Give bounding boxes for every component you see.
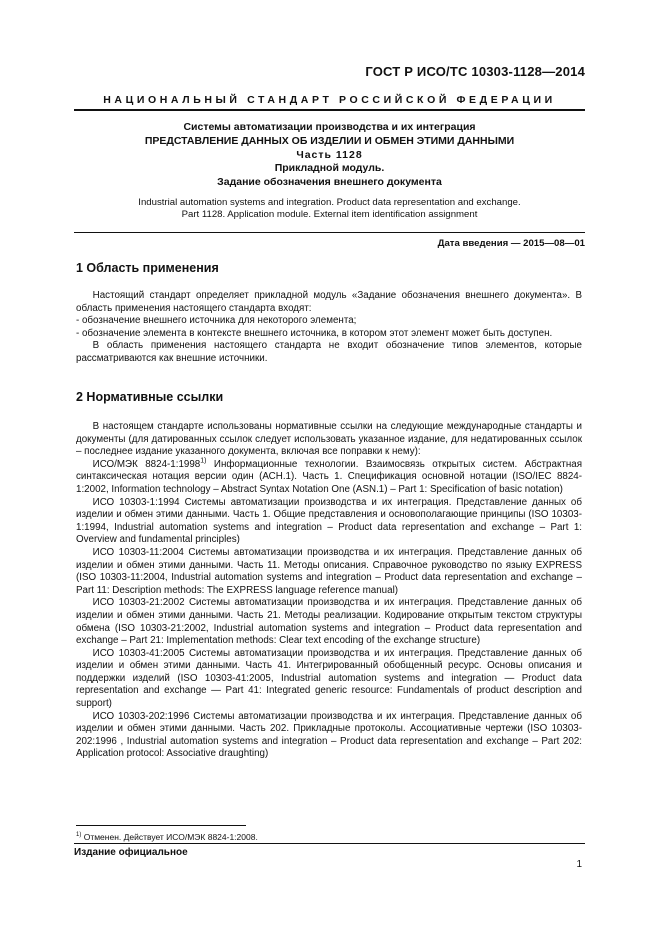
section-1-list-item: - обозначение элемента в контексте внешнего источника, в котором этот элемент может быть доступен. xyxy=(76,327,553,339)
footnote-mark: 1) xyxy=(76,832,82,839)
national-standard-heading: НАЦИОНАЛЬНЫЙ СТАНДАРТ РОССИЙСКОЙ ФЕДЕРАЦИИ xyxy=(103,94,556,106)
title-block-ru xyxy=(74,121,585,190)
page-number: 1 xyxy=(576,859,582,870)
section-1-paragraph: Настоящий стандарт определяет прикладной модуль «Задание обозначения внешнего документа». В область применения настоящего стандарта входят: xyxy=(76,290,582,314)
title-block-en xyxy=(74,197,585,221)
section-2-intro: В настоящем стандарте использованы нормативные ссылки на следующие международные стандарты и документы (для датированных ссылок следует использовать указанное издание, для недатированных ссылок – последнее издание указанного документа, включая все поправки к нему): xyxy=(76,421,582,458)
edition-label: Издание официальное xyxy=(74,847,188,858)
footnote-separator xyxy=(76,825,246,826)
reference-item: ИСО 10303-11:2004 Системы автоматизации производства и их интеграция. Представление данных об изделии и обмен этими данными. Часть 11. Методы описания. Справочное руководство по языку EXPRESS (ISO 10303-11:2004, Industrial automation systems and integration – Product data representation and exchange – Part 11: Description methods: The EXPRESS language reference manual) xyxy=(76,546,582,596)
title-en-line-1: Industrial automation systems and integration. Product data representation and exchange. xyxy=(138,197,521,208)
section-2-body xyxy=(76,421,582,761)
title-line-5: Задание обозначения внешнего документа xyxy=(217,176,442,189)
reference-text: Информационные технологии. Взаимосвязь открытых систем. Абстрактная синтаксическая нотация версии один (АСН.1). Часть 1. Спецификация основной нотации (ISO/IEC 8824-1:2002, Information technology – Abstract Syntax Notation One (ASN.1) – Part 1: Specification of basic notation) xyxy=(76,458,582,495)
reference-id: ИСО/МЭК 8824-1:1998 xyxy=(92,458,201,470)
header-rule xyxy=(74,109,585,111)
date-rule xyxy=(74,232,585,233)
section-1-heading: 1 Область применения xyxy=(76,261,219,275)
reference-item: ИСО 10303-202:1996 Системы автоматизации производства и их интеграция. Представление данных об изделии и обмен этими данными. Часть 202. Прикладные протоколы. Ассоциативные чертежи (ISO 10303-202:1996 , Industrial automation systems and integration – Product data representation and exchange – Part 202: Application protocol: Associative draughting) xyxy=(76,710,582,760)
section-2-heading: 2 Нормативные ссылки xyxy=(76,390,224,404)
footer-rule xyxy=(74,843,585,844)
section-1-list-item: - обозначение внешнего источника для некоторого элемента; xyxy=(76,315,357,327)
section-1-body xyxy=(76,290,582,366)
footnote-text: Отменен. Действует ИСО/МЭК 8824-1:2008. xyxy=(81,832,258,842)
title-en-line-2: Part 1128. Application module. External item identification assignment xyxy=(181,209,478,221)
reference-item: ИСО 10303-1:1994 Системы автоматизации производства и их интеграция. Представление данных об изделии и обмен этими данными. Часть 1. Общие представления и основополагающие принципы (ISO 10303-1:1994, Industrial automation systems and integration – Product data representation and exchange – Part 1: Overview and fundamental principles) xyxy=(76,496,582,546)
standard-code: ГОСТ Р ИСО/ТС 10303-1128—2014 xyxy=(365,64,585,79)
title-line-3: Часть 1128 xyxy=(296,148,363,161)
title-line-1: Системы автоматизации производства и их интеграция xyxy=(183,121,476,133)
title-line-2: ПРЕДСТАВЛЕНИЕ ДАННЫХ ОБ ИЗДЕЛИИ И ОБМЕН ЭТИМИ ДАННЫМИ xyxy=(144,134,515,147)
reference-item: ИСО 10303-21:2002 Системы автоматизации производства и их интеграция. Представление данных об изделии и обмен этими данными. Часть 21. Методы реализации. Кодирование открытым текстом структуры обмена (ISO 10303-21:2002, Industrial automation systems and integration – Product data representation and exchange – Part 21: Implementation methods: Clear text encoding of the exchange structure) xyxy=(76,597,582,647)
reference-item: ИСО 10303-41:2005 Системы автоматизации производства и их интеграция. Представление данных об изделии и обмен этими данными. Часть 41. Интегрированный обобщенный ресурс. Основы описания и поддержки изделий (ISO 10303-41:2005, Industrial automation systems and integration — Product data representation and exchange — Part 41: Integrated generic resource: Fundamentals of product description and support) xyxy=(76,647,582,710)
footnote-mark: 1) xyxy=(200,457,207,465)
footnote xyxy=(76,832,258,842)
section-1-paragraph: В область применения настоящего стандарта не входит обозначение типов элементов, которые рассматриваются как внешние источники. xyxy=(76,340,582,364)
reference-item xyxy=(76,459,582,497)
effective-date: Дата введения — 2015—08—01 xyxy=(437,238,585,249)
title-line-4: Прикладной модуль. xyxy=(274,162,385,175)
